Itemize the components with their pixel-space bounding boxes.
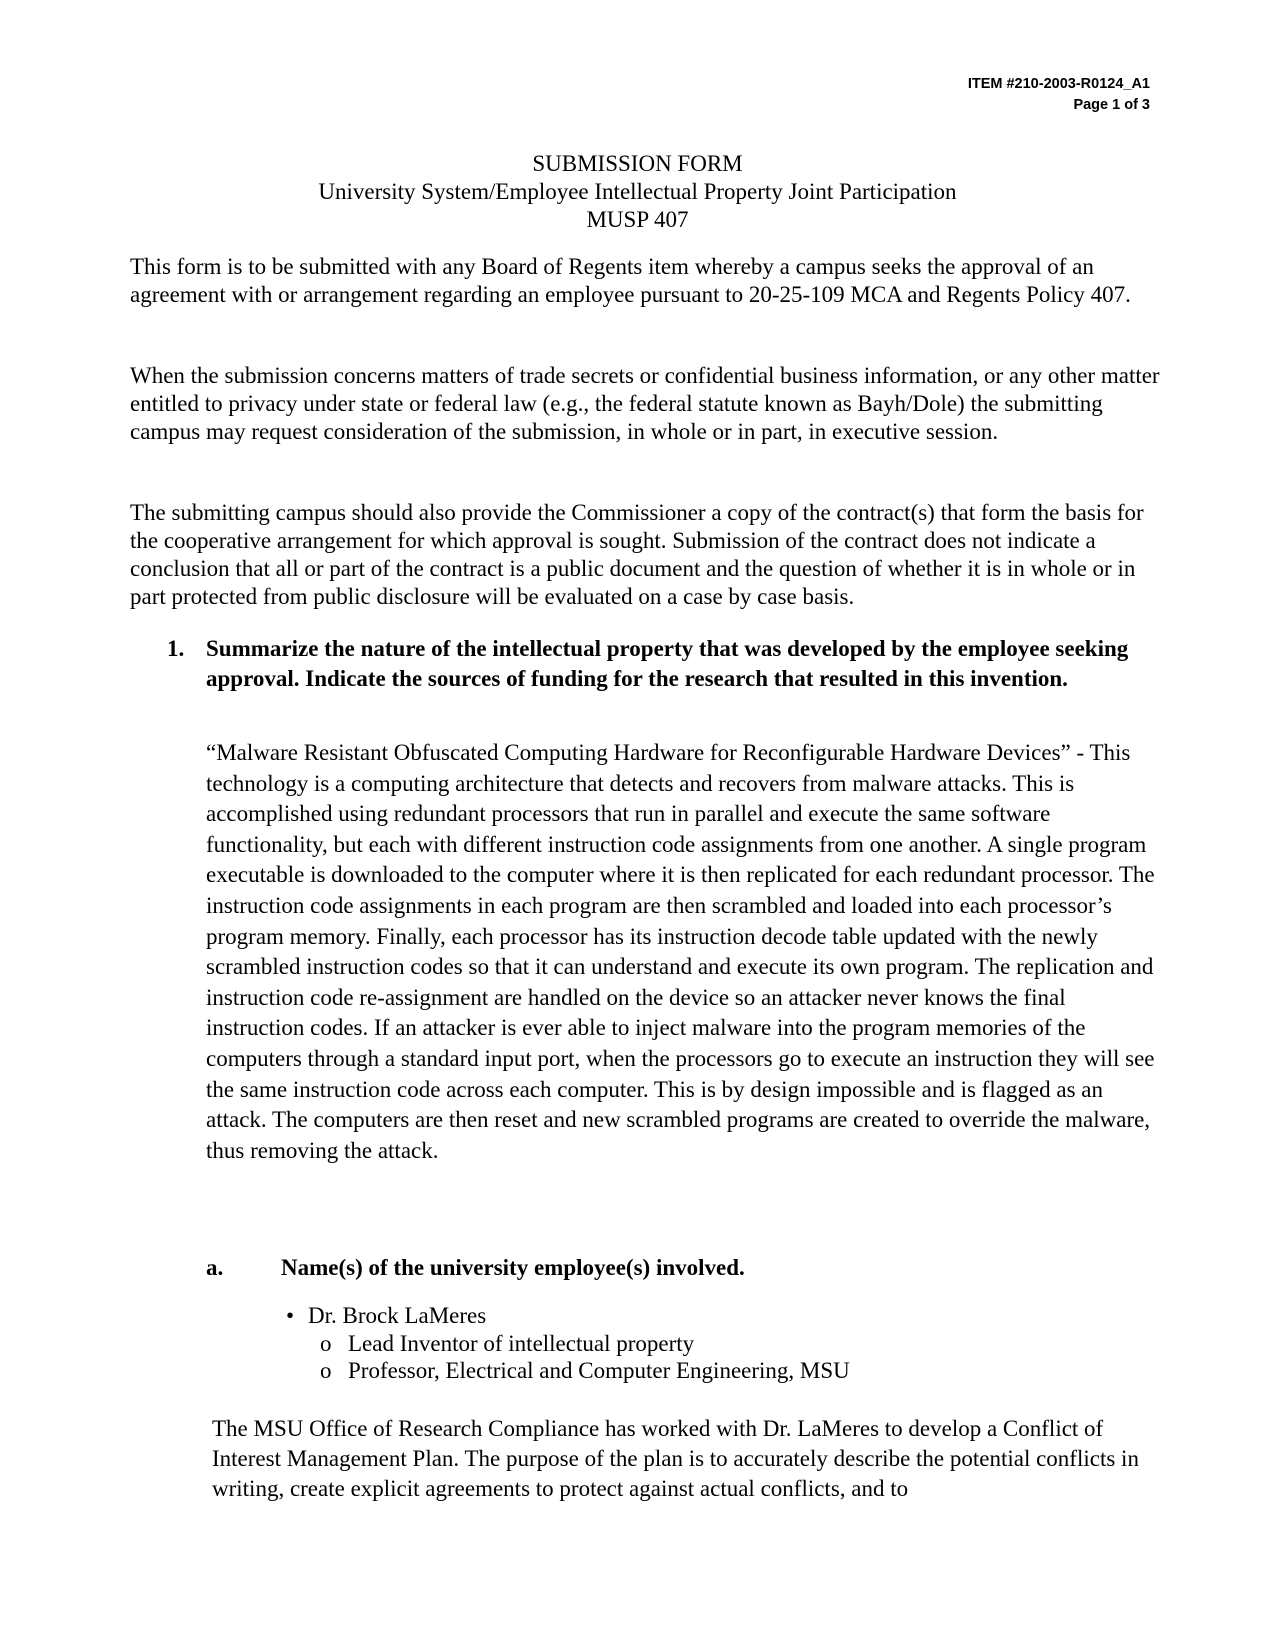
form-title [0,150,1275,234]
employee-title: Professor, Electrical and Computer Engineering, MSU [348,1358,850,1383]
question-1a-text: Name(s) of the university employee(s) involved. [281,1255,745,1280]
circle-bullet-icon: o [320,1358,332,1383]
question-1-answer: “Malware Resistant Obfuscated Computing Hardware for Reconfigurable Hardware Devices” - This technology is a computing architecture that detects and recovers from malware attacks. This is accomplished using redundant processors that run in parallel and execute the same software functionality, but each with different instruction code assignments from one another. A single program executable is downloaded to the computer where it is then replicated for each redundant processor. The instruction code assignments in each program are then scrambled and loaded into each processor’s program memory. Finally, each processor has its instruction decode table updated with the newly scrambled instruction codes so that it can understand and execute its own program. The replication and instruction code re-assignment are handled on the device so an attacker never knows the final instruction codes. If an attacker is ever able to inject malware into the program memories of the computers through a standard input port, when the processors go to execute an instruction they will see the same instruction code across each computer. This is by design impossible and is flagged as an attack. The computers are then reset and new scrambled programs are created to override the malware, thus removing the attack. [206,740,1155,1163]
question-1-number: 1. [167,636,185,661]
title-line-2: University System/Employee Intellectual Property Joint Participation [318,179,957,204]
page-number: Page 1 of 3 [1073,97,1150,113]
title-line-3: MUSP 407 [586,207,689,232]
bullet-icon: • [286,1303,295,1328]
employee-role: Lead Inventor of intellectual property [348,1330,695,1356]
employee-name: Dr. Brock LaMeres [308,1303,487,1328]
intro-paragraph-3: The submitting campus should also provide the Commissioner a copy of the contract(s) that form the basis for the cooperative arrangement for which approval is sought. Submission of the contract does not indicate a conclusion that all or part of the contract is a public document and the question of whether it is in whole or in part protected from public disclosure will be evaluated on a case by case basis. [130,500,1144,609]
closing-paragraph: The MSU Office of Research Compliance has worked with Dr. LaMeres to develop a Conflict of Interest Management Plan. The purpose of the plan is to accurately describe the potential conflicts in writing, create explicit agreements to protect against actual conflicts, and to [212,1416,1139,1501]
document-header [968,74,1150,116]
intro-paragraph-1: This form is to be submitted with any Board of Regents item whereby a campus seeks the approval of an agreement with or arrangement regarding an employee pursuant to 20-25-109 MCA and Regents Policy 407. [130,254,1131,307]
question-1-text: Summarize the nature of the intellectual property that was developed by the employee seeking approval. Indicate the sources of funding for the research that resulted in this invention. [206,636,1129,691]
circle-bullet-icon: o [320,1330,332,1356]
intro-paragraph-2: When the submission concerns matters of trade secrets or confidential business information, or any other matter entitled to privacy under state or federal law (e.g., the federal statute known as Bayh/Dole) the submitting campus may request consideration of the submission, in whole or in part, in executive session. [130,363,1160,444]
question-1a-letter: a. [206,1255,224,1280]
item-number: ITEM #210-2003-R0124_A1 [967,76,1150,92]
title-line-1: SUBMISSION FORM [532,151,743,176]
